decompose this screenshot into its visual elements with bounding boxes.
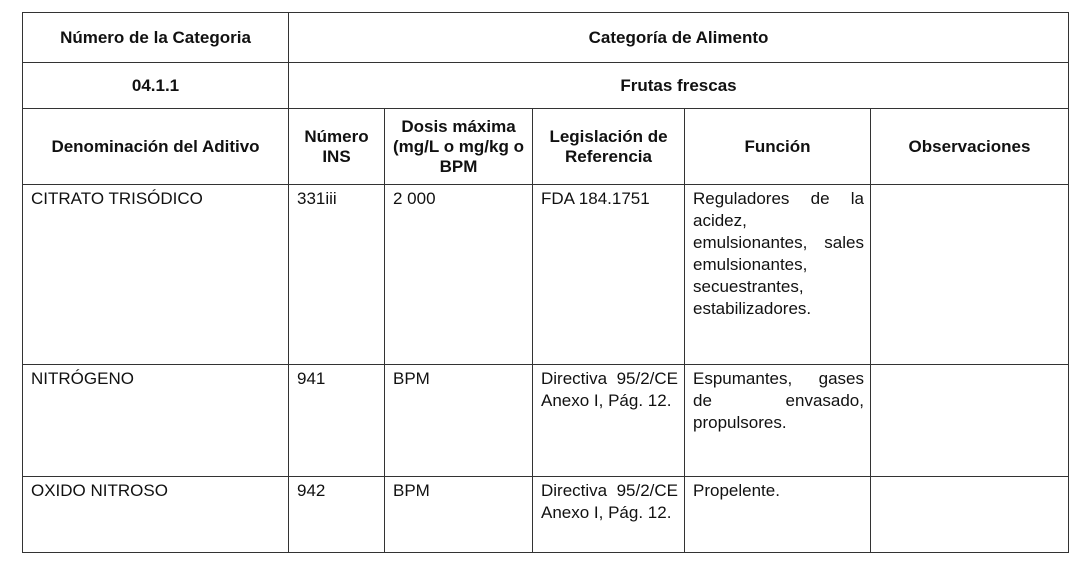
column-header-name: Denominación del Aditivo (23, 109, 289, 185)
additive-name: OXIDO NITROSO (23, 477, 289, 553)
additive-name: CITRATO TRISÓDICO (23, 185, 289, 365)
column-header-row (23, 109, 1069, 185)
column-header-dose: Dosis máxima (mg/L o mg/kg o BPM (385, 109, 533, 185)
additive-dose: BPM (385, 365, 533, 477)
additive-notes (871, 477, 1069, 553)
additive-legislation: Directiva 95/2/CE Anexo I, Pág. 12. (533, 477, 685, 553)
additive-notes (871, 365, 1069, 477)
table-row (23, 63, 1069, 109)
additive-legislation: FDA 184.1751 (533, 185, 685, 365)
table-row (23, 13, 1069, 63)
additive-notes (871, 185, 1069, 365)
additive-ins: 331iii (289, 185, 385, 365)
additive-dose: BPM (385, 477, 533, 553)
category-number: 04.1.1 (23, 63, 289, 109)
category-number-label: Número de la Categoria (23, 13, 289, 63)
additive-function: Reguladores de la acidez, emulsionantes, sales emulsionantes, secuestrantes, estabilizadores. (685, 185, 871, 365)
additive-function: Espumantes, gases de envasado, propulsores. (685, 365, 871, 477)
column-header-ins: Número INS (289, 109, 385, 185)
food-category: Frutas frescas (289, 63, 1069, 109)
additives-table (22, 12, 1069, 553)
additive-ins: 941 (289, 365, 385, 477)
additive-ins: 942 (289, 477, 385, 553)
additive-function: Propelente. (685, 477, 871, 553)
column-header-legislation: Legislación de Referencia (533, 109, 685, 185)
table-row (23, 477, 1069, 553)
food-category-label: Categoría de Alimento (289, 13, 1069, 63)
additive-name: NITRÓGENO (23, 365, 289, 477)
table-row (23, 365, 1069, 477)
additive-dose: 2 000 (385, 185, 533, 365)
column-header-notes: Observaciones (871, 109, 1069, 185)
table-row (23, 185, 1069, 365)
column-header-function: Función (685, 109, 871, 185)
additive-legislation: Directiva 95/2/CE Anexo I, Pág. 12. (533, 365, 685, 477)
